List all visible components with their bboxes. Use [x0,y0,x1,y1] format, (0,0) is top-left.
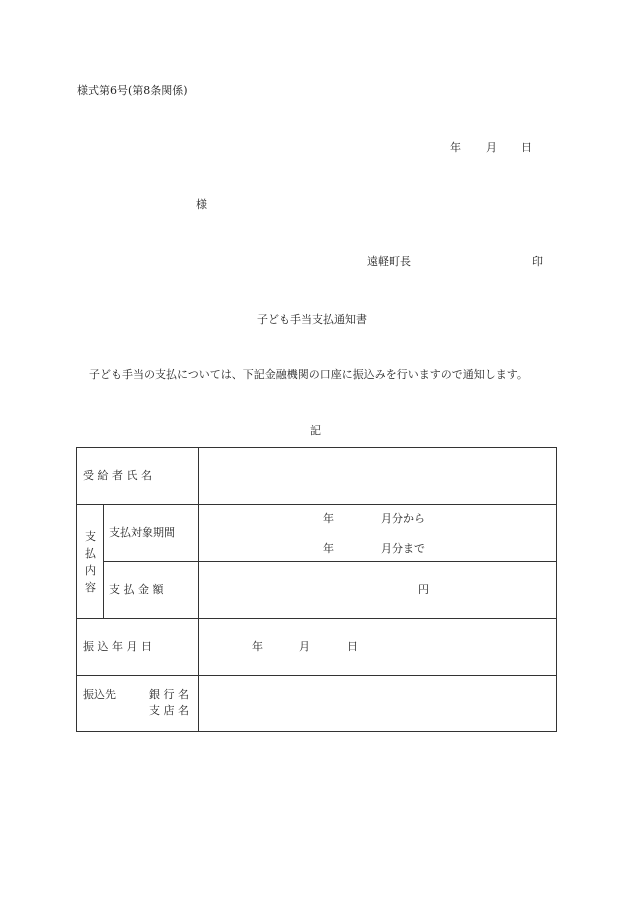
recipient-name-label: 受 給 者 氏 名 [83,469,152,482]
issuer-name: 遠軽町長 [367,255,411,268]
period-to-month: 月分まで [381,542,425,555]
payment-period-label: 支払対象期間 [109,526,175,539]
column-divider [103,504,104,618]
bank-name-label: 銀 行 名 [149,688,189,701]
date-day-label: 日 [521,141,532,154]
payment-details-label: 支 払 内 容 [85,530,96,594]
bank-info-field[interactable] [205,682,550,726]
transfer-date-label: 振 込 年 月 日 [83,640,152,653]
transfer-month: 月 [299,640,310,653]
body-text: 子ども手当の支払については、下記金融機関の口座に振込みを行いますので通知します。 [89,368,528,381]
addressee-suffix: 様 [196,198,207,211]
period-from-month: 月分から [381,512,425,525]
transfer-year: 年 [252,640,263,653]
form-number: 様式第6号(第8条関係) [77,84,188,97]
row-divider [77,504,556,505]
document-title: 子ども手当支払通知書 [257,313,367,326]
row-divider [103,561,556,562]
period-from-year: 年 [323,512,334,525]
row-divider [77,618,556,619]
date-month-label: 月 [486,141,497,154]
date-year-label: 年 [450,141,461,154]
transfer-day: 日 [347,640,358,653]
ki-label: 記 [310,424,321,437]
period-to-year: 年 [323,542,334,555]
transfer-destination-label: 振込先 [83,688,116,701]
seal-mark: 印 [532,255,543,268]
recipient-name-field[interactable] [205,458,550,496]
payment-amount-label: 支 払 金 額 [109,583,164,596]
payment-table [76,447,557,732]
row-divider [77,675,556,676]
branch-name-label: 支 店 名 [149,704,189,717]
amount-unit: 円 [418,583,429,596]
column-divider [198,448,199,731]
